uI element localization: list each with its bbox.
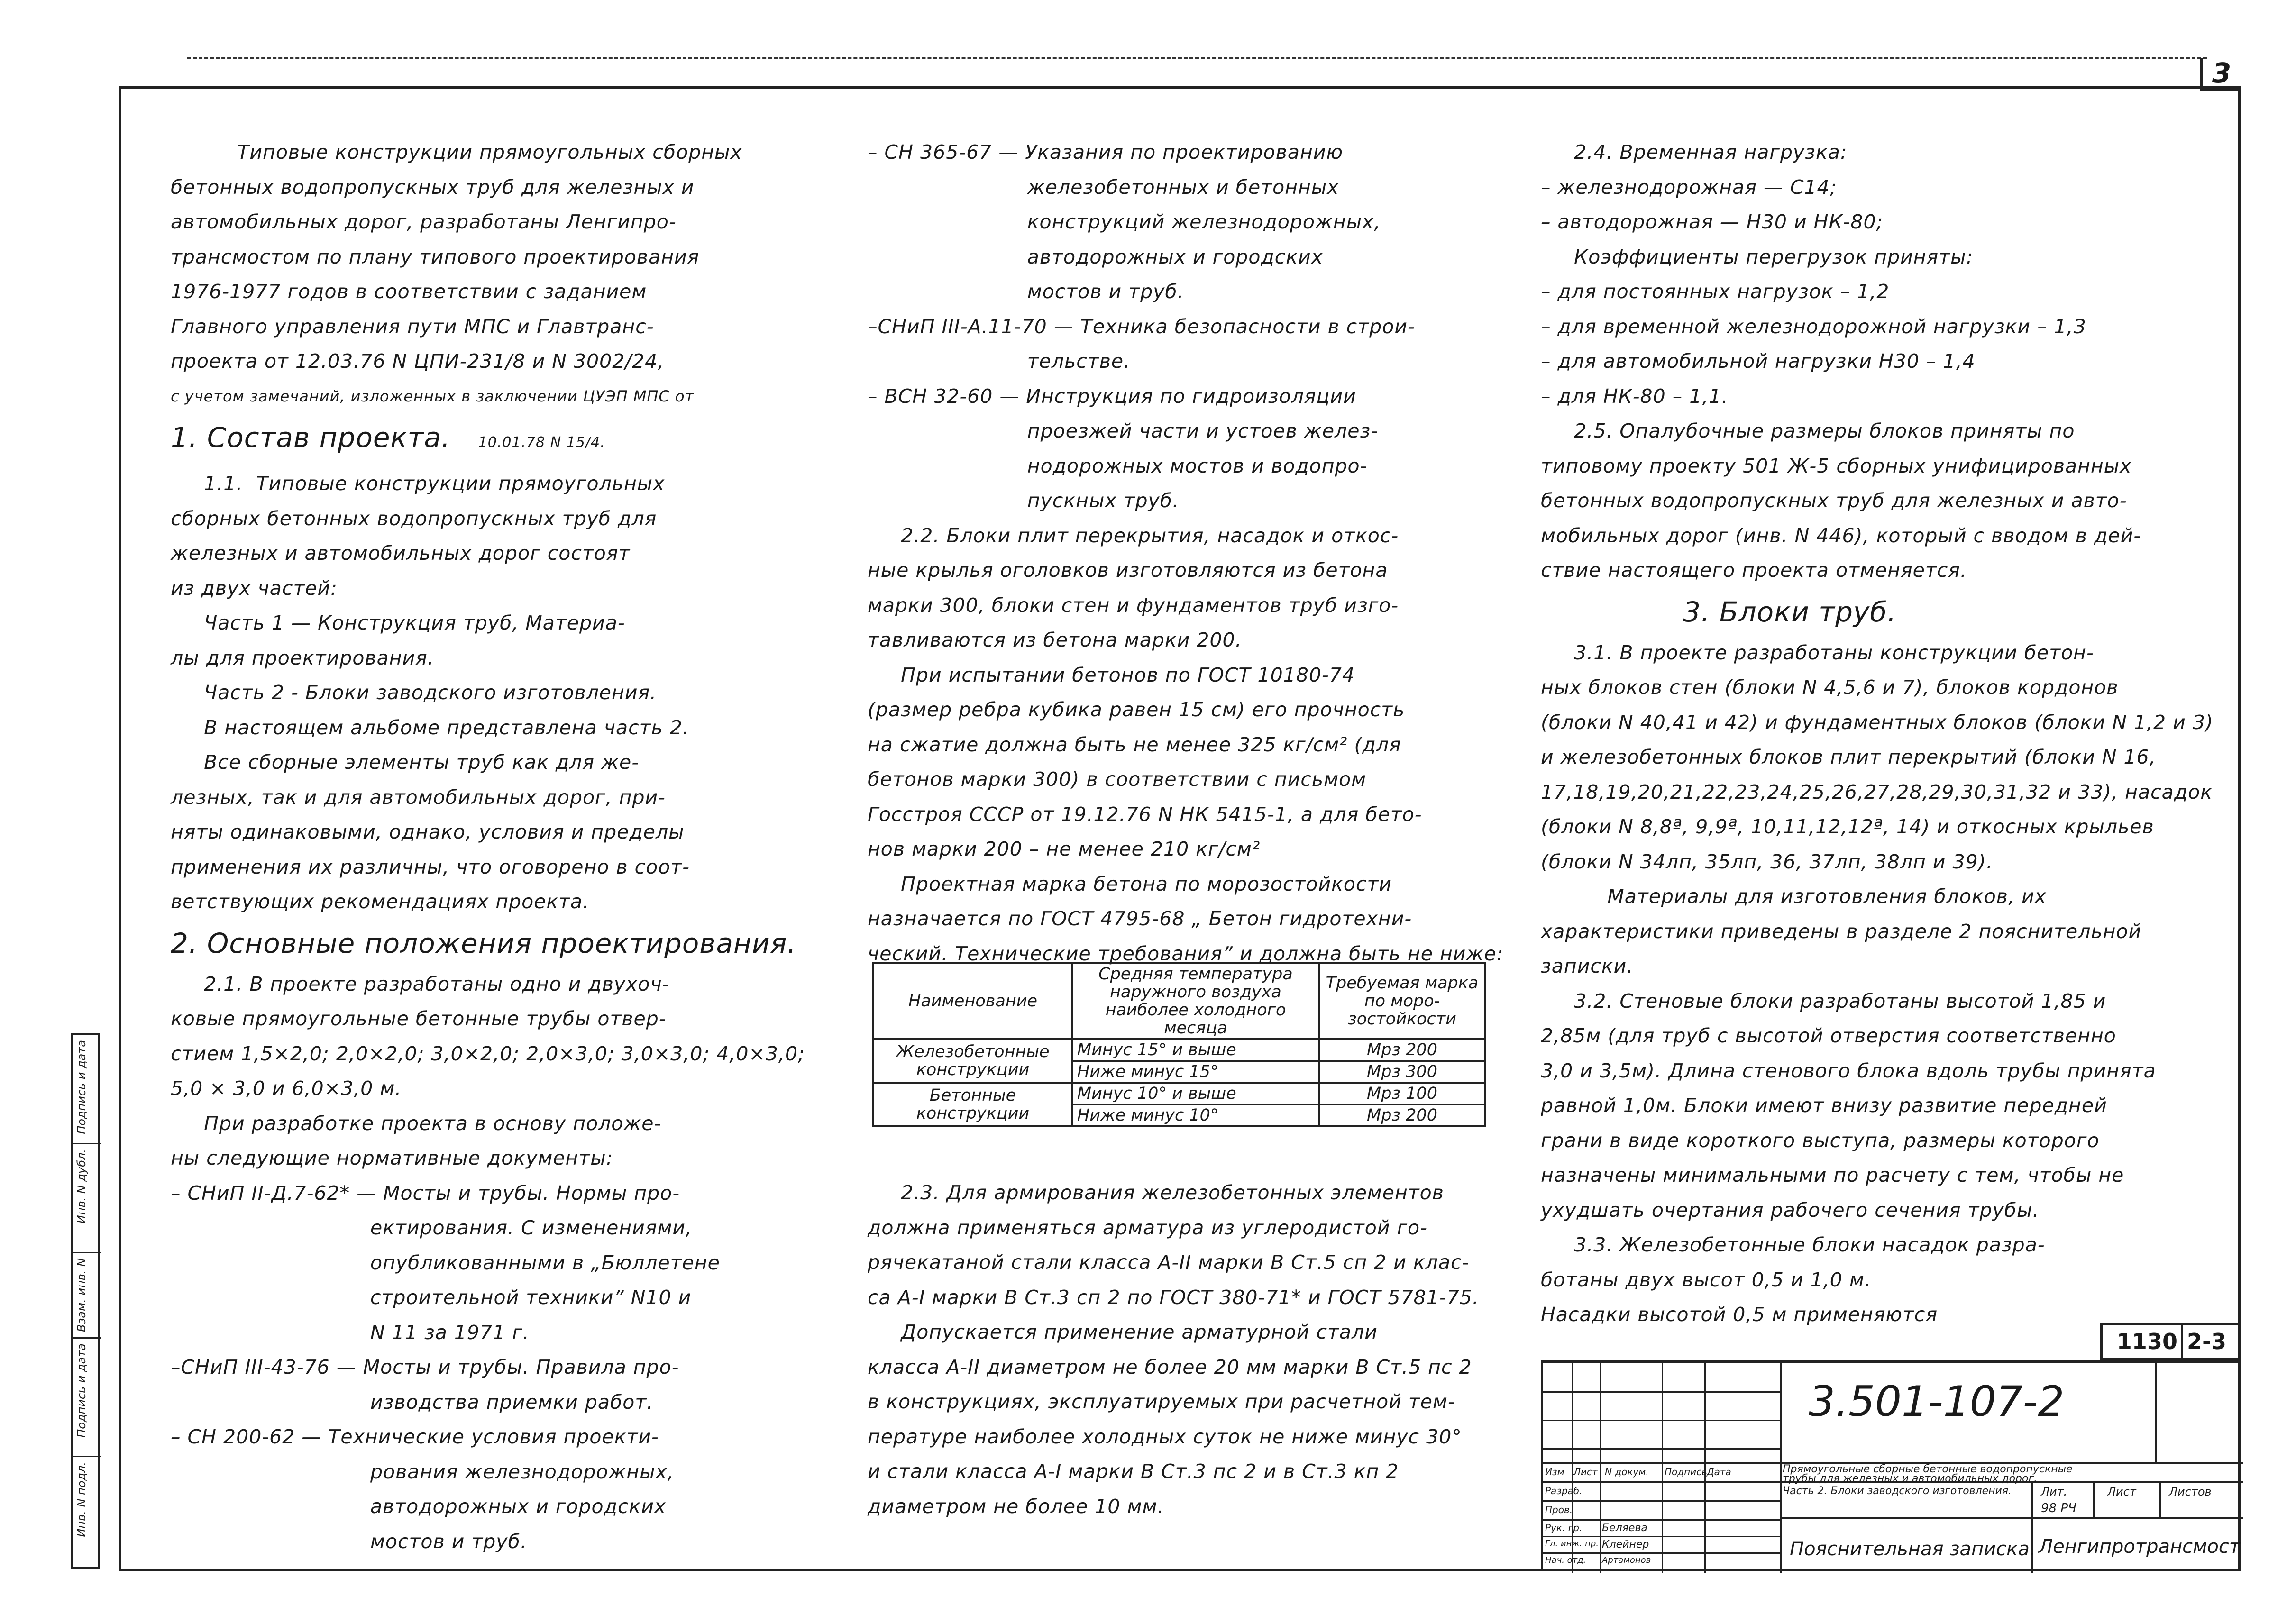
text-line: (блоки N 40,41 и 42) и фундаментных блоков (блоки N 1,2 и 3)	[1541, 711, 2214, 734]
column-2-lower	[868, 1176, 1522, 1524]
title-block	[1541, 1360, 2241, 1571]
text-line: 3,0 и 3,5м). Длина стенового блока вдоль трубы принята	[1541, 1059, 2156, 1082]
text-line: стием 1,5×2,0; 2,0×2,0; 3,0×2,0; 2,0×3,0; 3,0×3,0; 4,0×3,0;	[171, 1042, 805, 1065]
text-line: рячекатаной стали класса А-II марки В Ст.5 сп 2 и клас-	[868, 1251, 1470, 1274]
text-line: мобильных дорог (инв. N 446), который с вводом в дей-	[1541, 524, 2141, 547]
text-line: конструкций железнодорожных,	[868, 210, 1381, 233]
text-line: 2.3. Для армирования железобетонных элементов	[868, 1181, 1444, 1204]
text-line: ботаны двух высот 0,5 и 1,0 м.	[1541, 1268, 1871, 1291]
column-2	[868, 135, 1522, 971]
section-1-text	[171, 466, 820, 920]
side-approval-strip	[71, 1033, 100, 1569]
text-line: – СНиП II-Д.7-62* — Мосты и трубы. Нормы про-	[171, 1181, 680, 1204]
text-line: ческий. Технические требования” и должна быть не ниже:	[868, 942, 1504, 965]
text-line: (блоки N 8,8ª, 9,9ª, 10,11,12,12ª, 14) и откосных крыльев	[1541, 815, 2154, 838]
text-line: нов марки 200 – не менее 210 кг/см²	[868, 838, 1261, 860]
col-header: N докум.	[1605, 1466, 1649, 1478]
document-name: Пояснительная записка.	[1790, 1538, 2036, 1560]
text-line: ковые прямоугольные бетонные трубы отвер-	[171, 1007, 667, 1030]
text-line: – для временной железнодорожной нагрузки – 1,3	[1541, 315, 2086, 338]
text-line: Допускается применение арматурной стали	[868, 1321, 1378, 1343]
text-line: – СН 365-67 — Указания по проектированию	[868, 141, 1343, 164]
text-line: бетонных водопропускных труб для железных и	[171, 175, 695, 199]
text-line: Насадки высотой 0,5 м применяются	[1541, 1303, 1938, 1326]
text-line: железобетонных и бетонных	[868, 175, 1339, 199]
text-line: Проектная марка бетона по морозостойкости	[868, 872, 1392, 895]
text-line: пературе наиболее холодных суток не ниже минус 30°	[868, 1425, 1462, 1448]
text-line: и стали класса А-I марки В Ст.3 пс 2 и в Ст.3 кп 2	[868, 1460, 1399, 1483]
text-line: Часть 1 — Конструкция труб, Материа-	[171, 611, 625, 634]
frost-resistance-table	[872, 962, 1486, 1127]
section-2-text	[171, 967, 820, 1560]
table-cell: Минус 15° и выше	[1072, 1039, 1319, 1061]
text-line: 2.2. Блоки плит перекрытия, насадок и откос-	[868, 524, 1399, 547]
text-line: ные крылья оголовков изготовляются из бетона	[868, 559, 1388, 582]
column-2-text	[868, 135, 1522, 971]
text-line: опубликованными в „Бюллетене	[171, 1251, 720, 1274]
text-line: на сжатие должна быть не менее 325 кг/см² (для	[868, 733, 1401, 756]
col-header: Дата	[1707, 1466, 1731, 1478]
text-line: применения их различны, что оговорено в соот-	[171, 855, 690, 878]
text-line: тельстве.	[868, 350, 1131, 373]
text-line: пускных труб.	[868, 489, 1180, 512]
text-line: Главного управления пути МПС и Главтранс-	[171, 315, 654, 338]
text-line: мостов и труб.	[171, 1530, 527, 1553]
text-line: марки 300, блоки стен и фундаментов труб изго-	[868, 593, 1399, 617]
text-line: – железнодорожная — С14;	[1541, 175, 1837, 199]
text-line: 2.5. Опалубочные размеры блоков приняты по	[1541, 420, 2075, 442]
text-line: железных и автомобильных дорог состоят	[171, 542, 631, 565]
text-line: Коэффициенты перегрузок приняты:	[1541, 245, 1974, 268]
text-line: ухудшать очертания рабочего сечения трубы.	[1541, 1198, 2040, 1222]
table-header: Средняя температура наружного воздуха наиболее холодного месяца	[1072, 963, 1319, 1039]
text-line: нодорожных мостов и водопро-	[868, 454, 1368, 477]
text-line: 1.1. Типовые конструкции прямоугольных	[171, 472, 665, 495]
text-line: –СНиП III-А.11-70 — Техника безопасности в строи-	[868, 315, 1415, 338]
side-cell: Инв. N дубл.	[73, 1144, 101, 1253]
text-line: – для постоянных нагрузок – 1,2	[1541, 280, 1890, 303]
table-cell: Минус 10° и выше	[1072, 1083, 1319, 1104]
table-cell: Железобетонные конструкции	[873, 1039, 1072, 1083]
text-line: мостов и труб.	[868, 280, 1184, 303]
signer-name: Беляева	[1602, 1522, 1647, 1534]
text-line: 3.1. В проекте разработаны конструкции бетон-	[1541, 641, 2094, 664]
intro-date: 10.01.78 N 15/4.	[478, 434, 605, 451]
text-line: – для НК-80 – 1,1.	[1541, 384, 1729, 408]
text-line: из двух частей:	[171, 576, 338, 600]
text-line: рования железнодорожных,	[171, 1460, 674, 1483]
text-line: назначены минимальными по расчету с тем, чтобы не	[1541, 1164, 2124, 1186]
text-line: При испытании бетонов по ГОСТ 10180-74	[868, 663, 1355, 686]
table-cell: Ниже минус 10°	[1072, 1104, 1319, 1126]
text-line: типовому проекту 501 Ж-5 сборных унифицированных	[1541, 454, 2132, 477]
text-line: ствие настоящего проекта отменяется.	[1541, 559, 1967, 582]
side-cell: Подпись и дата	[73, 1035, 101, 1144]
text-line: автодорожных и городских	[171, 1495, 667, 1518]
text-line: Типовые конструкции прямоугольных сборных	[171, 141, 742, 164]
text-line: ны следующие нормативные документы:	[171, 1147, 613, 1169]
text-line: (блоки N 34лп, 35лп, 36, 37лп, 38лп и 39).	[1541, 850, 1993, 873]
lit-header: Лист	[2107, 1485, 2136, 1498]
text-line: диаметром не более 10 мм.	[868, 1495, 1164, 1518]
text-line: 17,18,19,20,21,22,23,24,25,26,27,28,29,30,31,32 и 33), насадок	[1541, 780, 2213, 803]
text-line: класса А-II диаметром не более 20 мм марки В Ст.5 пс 2	[868, 1355, 1472, 1378]
text-line: должна применяться арматура из углеродистой го-	[868, 1216, 1427, 1239]
text-line: автомобильных дорог, разработаны Ленгипро-	[171, 210, 677, 233]
table-cell: Мрз 300	[1319, 1061, 1485, 1083]
text-line: – ВСН 32-60 — Инструкция по гидроизоляции	[868, 384, 1356, 408]
sheet-code: 1130 2-3	[2100, 1323, 2241, 1360]
text-line: 2.1. В проекте разработаны одно и двухоч-	[171, 972, 670, 995]
text-line: В настоящем альбоме представлена часть 2.	[171, 716, 689, 739]
column-1	[171, 135, 820, 1559]
intro-text	[171, 135, 820, 379]
page-number: 3	[2200, 58, 2241, 91]
side-cell: Инв. N подл.	[75, 1462, 88, 1537]
part-title: Часть 2. Блоки заводского изготовления.	[1783, 1485, 2012, 1497]
text-line: ектирования. С изменениями,	[171, 1216, 693, 1239]
text-line: бетонных водопропускных труб для железных и авто-	[1541, 489, 2127, 512]
text-line: няты одинаковыми, однако, условия и пределы	[171, 821, 685, 843]
text-line: и железобетонных блоков плит перекрытий (блоки N 16,	[1541, 746, 2156, 768]
text-line: автодорожных и городских	[868, 245, 1323, 268]
text-line: строительной техники” N10 и	[171, 1286, 692, 1309]
heading-principles: 2. Основные положения проектирования.	[171, 927, 796, 959]
text-line: тавливаются из бетона марки 200.	[868, 629, 1242, 651]
text-line: –СНиП III-43-76 — Мосты и трубы. Правила про-	[171, 1356, 679, 1378]
table-cell: Мрз 200	[1319, 1104, 1485, 1126]
text-line: изводства приемки работ.	[171, 1390, 654, 1414]
text-line: характеристики приведены в разделе 2 пояснительной	[1541, 920, 2142, 943]
table-cell: Мрз 200	[1319, 1039, 1485, 1061]
reinforcement-text	[868, 1176, 1522, 1524]
signer-name: Клейнер	[1602, 1539, 1649, 1551]
col-header: Подпись	[1665, 1466, 1707, 1478]
title-line-2: трубы для железных и автомобильных дорог.	[1783, 1473, 2038, 1485]
text-line: проекта от 12.03.76 N ЦПИ-231/8 и N 3002/24,	[171, 350, 665, 373]
organization: Ленгипротрансмост	[2039, 1536, 2241, 1558]
side-cell: Подпись и дата	[73, 1339, 101, 1457]
side-cell: Взам. инв. N	[73, 1253, 101, 1339]
text-line: лезных, так и для автомобильных дорог, при-	[171, 785, 666, 809]
text-line: в конструкциях, эксплуатируемых при расчетной тем-	[868, 1390, 1455, 1413]
role-label: Нач. отд.	[1545, 1555, 1586, 1565]
text-line: – для автомобильной нагрузки Н30 – 1,4	[1541, 350, 1976, 373]
text-line: равной 1,0м. Блоки имеют внизу развитие передней	[1541, 1094, 2107, 1117]
signer-name: Артамонов	[1602, 1555, 1651, 1565]
col-header: Изм	[1545, 1466, 1564, 1478]
table-header: Требуемая марка по моро-зостойкости	[1319, 963, 1485, 1039]
text-line: При разработке проекта в основу положе-	[171, 1112, 662, 1135]
text-line: 5,0 × 3,0 и 6,0×3,0 м.	[171, 1077, 402, 1100]
text-line: трансмостом по плану типового проектирования	[171, 245, 700, 268]
text-line: 3.2. Стеновые блоки разработаны высотой 1,85 и	[1541, 989, 2106, 1013]
text-line: бетонов марки 300) в соответствии с письмом	[868, 768, 1367, 791]
designation: 3.501-107-2	[1809, 1377, 2065, 1426]
text-line: назначается по ГОСТ 4795-68 „ Бетон гидротехни-	[868, 907, 1412, 930]
lit-header: Лит.	[2041, 1485, 2067, 1498]
text-line: – СН 200-62 — Технические условия проекти-	[171, 1425, 659, 1448]
col-header: Лист	[1573, 1466, 1598, 1478]
role-label: Гл. инж. пр.	[1545, 1539, 1599, 1549]
text-line: Материалы для изготовления блоков, их	[1541, 885, 2047, 908]
role-label: Рук. гр.	[1545, 1522, 1583, 1533]
top-dashed-rule	[187, 57, 2207, 59]
text-line: 3.3. Железобетонные блоки насадок разра-	[1541, 1233, 2045, 1256]
role-label: Пров.	[1545, 1504, 1573, 1515]
loads-text	[1541, 135, 2214, 588]
text-line: записки.	[1541, 955, 1634, 977]
text-line: лы для проектирования.	[171, 646, 434, 669]
table-cell: Ниже минус 15°	[1072, 1061, 1319, 1083]
text-line: Все сборные элементы труб как для же-	[171, 751, 640, 774]
year-code: 98 РЧ	[2041, 1501, 2076, 1515]
text-line: (размер ребра кубика равен 15 см) его прочность	[868, 698, 1405, 721]
column-3	[1541, 135, 2214, 1332]
blocks-text	[1541, 636, 2214, 1332]
text-line: грани в виде короткого выступа, размеры которого	[1541, 1129, 2100, 1152]
role-label: Разраб.	[1545, 1485, 1583, 1496]
text-line: 2,85м (для труб с высотой отверстия соответственно	[1541, 1024, 2116, 1047]
text-line: са А-I марки В Ст.3 сп 2 по ГОСТ 380-71* и ГОСТ 5781-75.	[868, 1286, 1479, 1309]
text-line: – автодорожная — Н30 и НК-80;	[1541, 210, 1884, 233]
table-header: Наименование	[873, 963, 1072, 1039]
heading-composition: 1. Состав проекта. 10.01.78 N 15/4.	[171, 421, 605, 454]
lit-header: Листов	[2169, 1485, 2212, 1498]
text-line: Часть 2 - Блоки заводского изготовления.	[171, 681, 657, 704]
text-line: 1976-1977 годов в соответствии с заданием	[171, 280, 647, 303]
text-line: сборных бетонных водопропускных труб для	[171, 507, 657, 530]
text-line: N 11 за 1971 г.	[171, 1321, 530, 1344]
text-line: ветствующих рекомендациях проекта.	[171, 890, 590, 913]
text-line: 2.4. Временная нагрузка:	[1541, 141, 1848, 164]
heading-blocks: 3. Блоки труб.	[1683, 595, 1897, 628]
text-line: Госстроя СССР от 19.12.76 N НК 5415-1, а для бето-	[868, 803, 1422, 826]
text-line: ных блоков стен (блоки N 4,5,6 и 7), блоков кордонов	[1541, 676, 2119, 699]
table-cell: Мрз 100	[1319, 1083, 1485, 1104]
table-cell: Бетонные конструкции	[873, 1083, 1072, 1126]
intro-note: с учетом замечаний, изложенных в заключении ЦУЭП МПС от	[171, 387, 695, 405]
text-line: проезжей части и устоев желез-	[868, 420, 1379, 442]
title-line-1: Прямоугольные сборные бетонные водопропускные	[1783, 1463, 2073, 1475]
